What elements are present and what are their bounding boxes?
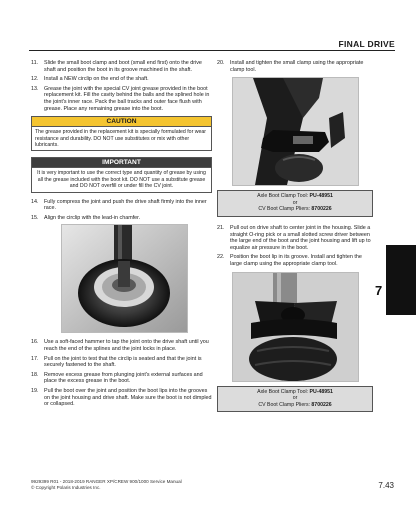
step-13 [31, 86, 212, 112]
left-column [31, 60, 212, 411]
step-text: Remove excess grease from plunging joint's external surfaces and place the excess grease in the boot. [44, 371, 203, 385]
step-22 [217, 254, 373, 267]
step-number: 21. [217, 224, 225, 231]
step-text: Position the boot lip in its groove. Install and tighten the large clamp using the appropriate clamp tool. [230, 254, 362, 267]
step-number: 15. [31, 214, 39, 221]
tool-label: Axle Boot Clamp Tool: [257, 388, 310, 395]
step-text: Fully compress the joint and push the drive shaft firmly into the inner race. [44, 198, 207, 212]
step-text: Install and tighten the small clamp using the appropriate clamp tool. [230, 60, 364, 73]
step-number: 13. [31, 85, 39, 92]
header-rule [29, 50, 395, 51]
large-clamp-tool-photo [232, 272, 359, 382]
tool-part-number: 8700226 [311, 401, 332, 408]
tool-or: or [292, 199, 298, 206]
tool-line-1 [218, 389, 372, 396]
step-number: 17. [31, 355, 39, 362]
clamp-tool-box-2 [217, 386, 373, 413]
tool-line-3 [218, 206, 372, 213]
step-20 [217, 60, 373, 73]
important-box [31, 157, 212, 192]
step-17 [31, 356, 212, 369]
step-text: Install a NEW circlip on the end of the shaft. [44, 76, 149, 83]
small-clamp-illustration [233, 78, 358, 185]
step-14 [31, 199, 212, 212]
footer-copyright: © Copyright Polaris Industries Inc. [31, 485, 101, 490]
cv-joint-shaft-photo [61, 224, 188, 333]
cv-joint-shaft-illustration [62, 225, 187, 332]
step-number: 12. [31, 76, 39, 83]
step-12 [31, 76, 212, 83]
tool-label: CV Boot Clamp Pliers: [258, 206, 312, 213]
step-text: Pull the boot over the joint and position the boot lips into the grooves on the joint housing and drive shaft. Make sure the boot is not dimpled or collapsed. [44, 387, 212, 408]
important-text: It is very important to use the correct type and quantity of grease by using all the grease included with the boot kit. DO NOT use a substitute grease and DO NOT overfill or under fill the CV joint. [37, 170, 206, 190]
tool-part-number: 8700226 [311, 206, 332, 213]
step-number: 20. [217, 60, 225, 66]
step-number: 22. [217, 254, 225, 261]
footer-info [31, 479, 182, 491]
step-number: 18. [31, 371, 39, 378]
step-18 [31, 372, 212, 385]
tool-part-number: PU-48951 [309, 193, 333, 200]
step-21 [217, 225, 373, 251]
step-text: Align the circlip with the lead-in chamfer. [44, 214, 141, 221]
section-tab [386, 245, 416, 315]
step-19 [31, 388, 212, 408]
important-heading: IMPORTANT [32, 158, 211, 168]
step-16 [31, 339, 212, 352]
step-15 [31, 215, 212, 222]
step-text: Pull on the joint to test that the circlip is seated and that the joint is securely fastened to the shaft. [44, 355, 202, 369]
step-number: 16. [31, 339, 39, 346]
footer-manual-title: 9929399 R01 - 2018-2019 RANGER XP/CREW 900/1000 Service Manual [31, 479, 182, 484]
tool-part-number: PU-48951 [309, 388, 333, 395]
small-clamp-tool-photo [232, 77, 359, 186]
page-number: 7.43 [378, 481, 394, 490]
step-number: 19. [31, 387, 39, 394]
tool-line-1 [218, 193, 372, 200]
caution-box [31, 116, 212, 151]
tool-label: CV Boot Clamp Pliers: [258, 401, 312, 408]
step-text: Pull out on drive shaft to center joint in the housing. Slide a straight O-ring pick or a small slotted screw driver between the large end of the boot and the joint housing and lift up to equalize air pressure in the boot. [230, 224, 371, 251]
page-header-title: FINAL DRIVE [338, 39, 395, 49]
step-number: 11. [31, 60, 39, 66]
caution-text: The grease provided in the replacement kit is specially formulated for wear resistance and durability. DO NOT use substitutes or mix with other lubricants. [35, 129, 206, 148]
caution-heading: CAUTION [32, 117, 211, 127]
step-number: 14. [31, 198, 39, 205]
tool-line-3 [218, 402, 372, 409]
tool-or: or [292, 395, 298, 402]
section-number: 7 [375, 283, 383, 298]
clamp-tool-box-1 [217, 190, 373, 217]
right-column [217, 60, 373, 412]
tool-label: Axle Boot Clamp Tool: [257, 193, 310, 200]
step-11 [31, 60, 212, 73]
step-text: Use a soft-faced hammer to tap the joint onto the drive shaft until you reach the end of the splines and the joint locks in place. [44, 339, 209, 352]
step-text: Slide the small boot clamp and boot (small end first) onto the drive shaft and position the boot in its groove machined in the shaft. [44, 60, 202, 73]
large-clamp-illustration [233, 273, 358, 381]
step-text: Grease the joint with the special CV joint grease provided in the boot replacement kit. Fill the cavity behind the balls and the splined hole in the joint's inner race. Pack the ball tracks and outer face flush with grease. Place any remaining grease into the boot. [44, 85, 210, 112]
